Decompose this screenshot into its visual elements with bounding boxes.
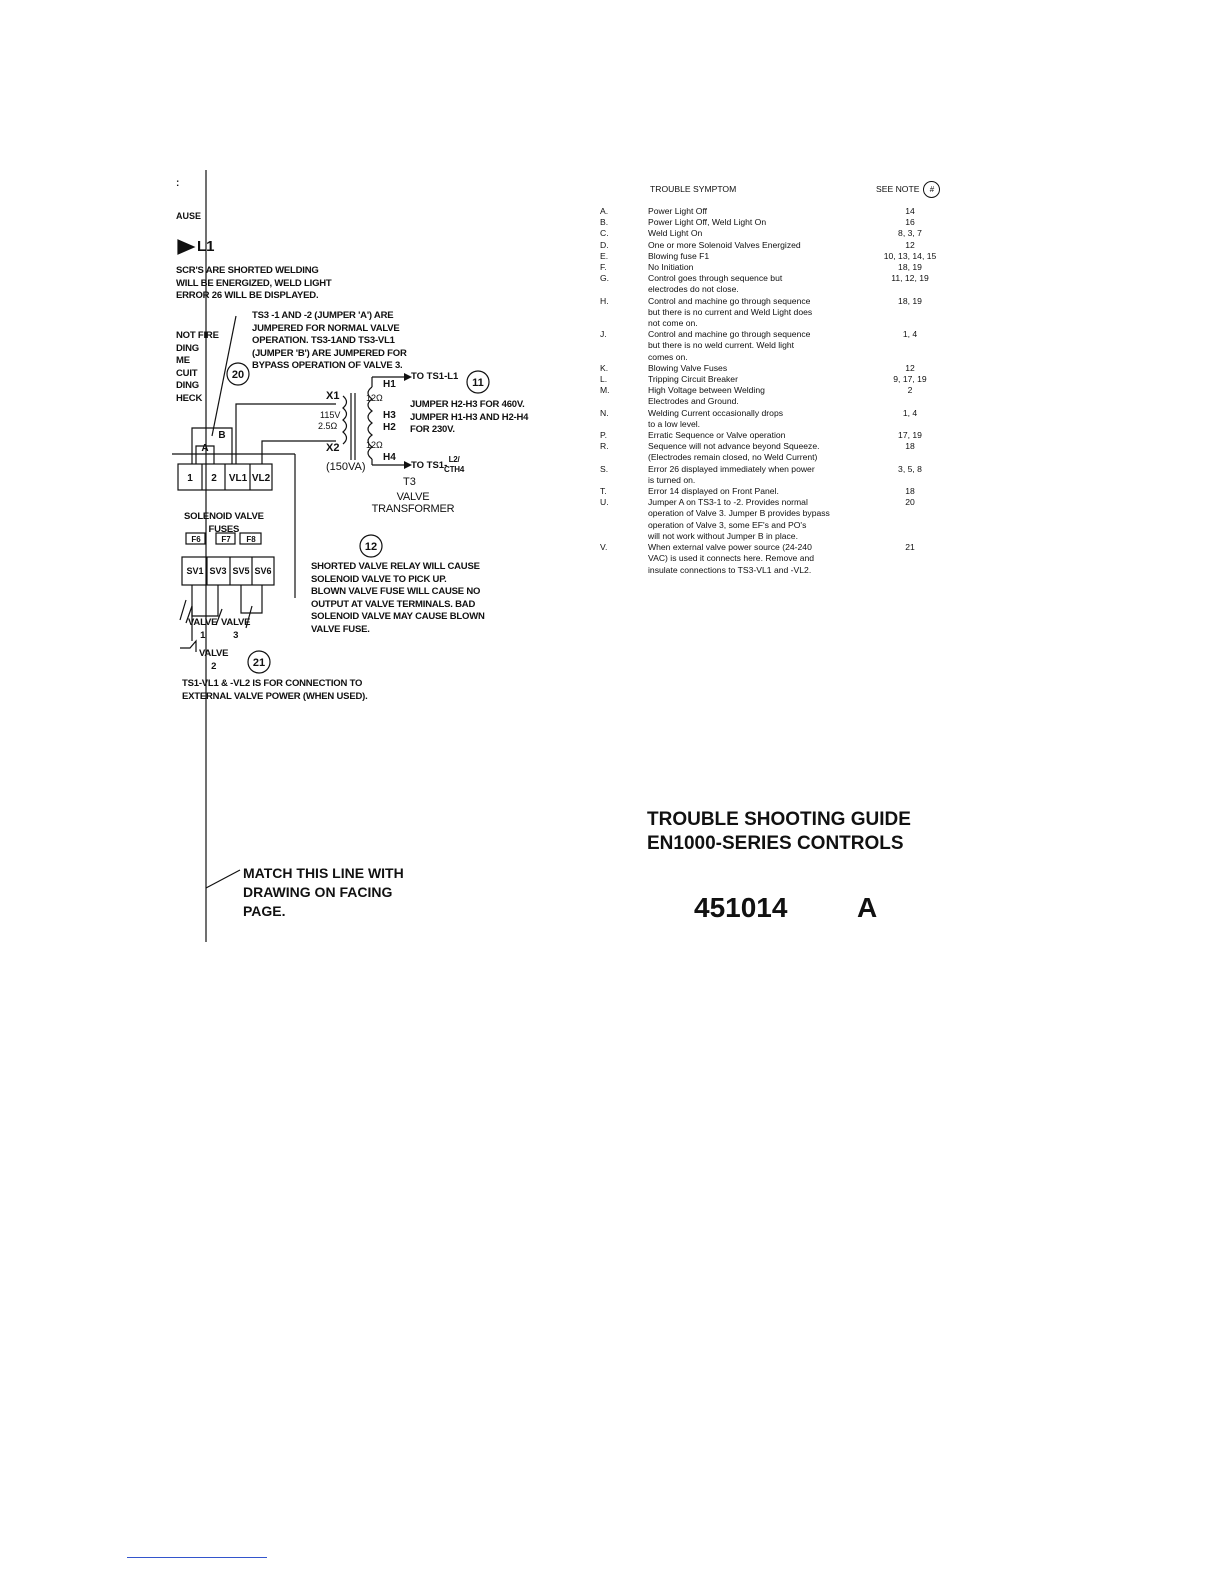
row-notes: 18, 19 xyxy=(898,262,922,273)
row-notes: 17, 19 xyxy=(898,430,922,441)
transformer-desc: VALVE TRANSFORMER xyxy=(371,491,455,515)
transformer-h3: H3 xyxy=(383,410,396,421)
transformer-note: JUMPER H2-H3 FOR 460V. JUMPER H1-H3 AND H2-H4 FOR 230V. xyxy=(410,399,529,435)
match-leader xyxy=(206,870,240,888)
table-row xyxy=(600,374,960,385)
row-notes: 21 xyxy=(905,542,915,553)
row-notes: 8, 3, 7 xyxy=(898,228,922,239)
table-row xyxy=(600,497,960,542)
table-row xyxy=(600,363,960,374)
table-header xyxy=(600,180,960,206)
row-letter: T. xyxy=(600,486,607,497)
row-letter: S. xyxy=(600,463,609,474)
fuse-f6: F6 xyxy=(191,535,201,544)
row-letter: A. xyxy=(600,206,609,216)
note-circle-11-label: 11 xyxy=(472,377,484,389)
row-symptom: When external valve power source (24-240 VAC) is used it connects here. Remove and insulate connections to TS3-VL1 and -VL2. xyxy=(648,542,815,575)
footer-rule xyxy=(127,1557,267,1558)
table-row xyxy=(600,385,960,407)
l1-label: L1 xyxy=(197,238,215,255)
cut-label-1: : xyxy=(176,178,180,189)
row-letter: K. xyxy=(600,362,609,373)
header-note xyxy=(876,181,940,198)
table-row xyxy=(600,262,960,273)
note-circle-12-label: 12 xyxy=(364,541,378,553)
table-row xyxy=(600,329,960,363)
document-revision: A xyxy=(857,892,878,923)
row-letter: E. xyxy=(600,250,609,261)
row-symptom: Blowing fuse F1 xyxy=(648,250,710,261)
row-letter: R. xyxy=(600,441,609,452)
transformer-h4: H4 xyxy=(383,452,396,463)
transformer-x2: X2 xyxy=(326,442,340,454)
row-letter: C. xyxy=(600,228,609,239)
row-symptom: Tripping Circuit Breaker xyxy=(648,374,738,385)
external-power-note: TS1-VL1 & -VL2 IS FOR CONNECTION TO EXTERNAL VALVE POWER (WHEN USED). xyxy=(182,678,368,702)
row-letter: N. xyxy=(600,407,609,418)
row-symptom: Erratic Sequence or Valve operation xyxy=(648,430,786,441)
header-symptom: TROUBLE SYMPTOM xyxy=(650,184,737,194)
table-row xyxy=(600,228,960,239)
row-symptom: Error 14 displayed on Front Panel. xyxy=(648,486,779,497)
row-letter: U. xyxy=(600,497,609,508)
row-letter: B. xyxy=(600,217,609,228)
table-row xyxy=(600,296,960,330)
transformer-rating: (150VA) xyxy=(326,461,366,473)
valve-2-label: VALVE 2 xyxy=(199,648,229,672)
row-notes: 12 xyxy=(905,239,915,250)
row-symptom: High Voltage between Welding Electrodes and Ground. xyxy=(648,385,765,407)
trouble-symptom-table xyxy=(600,180,960,576)
document-title: TROUBLE SHOOTING GUIDE EN1000-SERIES CONTROLS xyxy=(647,809,911,854)
table-row xyxy=(600,542,960,576)
transformer-name: T3 xyxy=(403,476,416,488)
solenoid-sv1: SV1 xyxy=(186,566,204,576)
match-note: MATCH THIS LINE WITH DRAWING ON FACING PAGE. xyxy=(243,865,404,919)
fuse-f8: F8 xyxy=(246,535,256,544)
terminal-1: 1 xyxy=(187,473,193,484)
header-note-text: SEE NOTE xyxy=(876,183,920,194)
fuses-label: SOLENOID VALVE FUSES xyxy=(184,511,264,535)
note-circle-20-label: 20 xyxy=(231,369,245,381)
x2-wire xyxy=(262,441,336,464)
to-ts1-l2: TO TS1- xyxy=(411,460,448,471)
row-notes: 20 xyxy=(905,497,915,508)
terminal-2: 2 xyxy=(211,473,217,484)
row-symptom: Power Light Off, Weld Light On xyxy=(648,217,767,228)
row-notes: 14 xyxy=(905,206,915,216)
row-notes: 12 xyxy=(905,362,915,373)
transformer-h2: H2 xyxy=(383,422,396,433)
row-symptom: Blowing Valve Fuses xyxy=(648,362,728,373)
terminal-vl2: VL2 xyxy=(251,473,271,484)
row-notes: 3, 5, 8 xyxy=(898,463,922,474)
valve-relay-note: SHORTED VALVE RELAY WILL CAUSE SOLENOID VALVE TO PICK UP. BLOWN VALVE FUSE WILL CAUSE NO OUTPUT AT VALVE TERMINALS. BAD SOLENOID VALVE MAY CAUSE BLOWN VALVE FUSE. xyxy=(311,561,485,635)
row-notes: 11, 12, 19 xyxy=(891,273,929,284)
row-symptom: Power Light Off xyxy=(648,206,708,216)
row-symptom: No Initiation xyxy=(648,262,694,273)
row-symptom: Sequence will not advance beyond Squeeze. (Electrodes remain closed, no Weld Current) xyxy=(648,441,820,463)
note-circle-21-label: 21 xyxy=(252,657,266,669)
transformer-resistance: 2.5Ω xyxy=(318,421,338,431)
row-symptom: Control goes through sequence but electrodes do not close. xyxy=(648,273,783,295)
row-letter: P. xyxy=(600,430,608,441)
table-row xyxy=(600,408,960,430)
valve-1-label: VALVE 1 xyxy=(188,617,218,641)
row-notes: 18, 19 xyxy=(898,295,922,306)
row-notes: 16 xyxy=(905,217,915,228)
row-symptom: Jumper A on TS3-1 to -2. Provides normal operation of Valve 3. Jumper B provides bypass operation of Valve 3, some EF's and PO's will not work without Jumper B in place. xyxy=(648,497,830,541)
row-symptom: Welding Current occasionally drops to a low level. xyxy=(648,407,784,429)
note-number-icon: # xyxy=(923,181,940,198)
table-row xyxy=(600,486,960,497)
l2-label: L2/ CTH4 xyxy=(444,455,465,474)
row-notes: 18 xyxy=(905,486,915,497)
table-row xyxy=(600,217,960,228)
transformer-voltage: 115V xyxy=(320,410,341,420)
coil-ohms-bottom: 12Ω xyxy=(366,440,383,450)
solenoid-sv6: SV6 xyxy=(254,566,272,576)
row-notes: 9, 17, 19 xyxy=(893,374,927,385)
row-letter: L. xyxy=(600,374,608,385)
jumper-note: TS3 -1 AND -2 (JUMPER 'A') ARE JUMPERED FOR NORMAL VALVE OPERATION. TS3-1AND TS3-VL1 (JUMPER 'B') ARE JUMPERED FOR BYPASS OPERATION OF VALVE 3. xyxy=(252,310,407,371)
row-letter: M. xyxy=(600,385,610,396)
transformer-x1: X1 xyxy=(326,390,340,402)
solenoid-sv5: SV5 xyxy=(232,566,250,576)
row-notes: 1, 4 xyxy=(902,329,918,340)
solenoid-sv3: SV3 xyxy=(209,566,227,576)
row-symptom: One or more Solenoid Valves Energized xyxy=(648,239,801,250)
terminal-vl1: VL1 xyxy=(228,473,248,484)
table-row xyxy=(600,464,960,486)
row-letter: H. xyxy=(600,295,609,306)
table-row xyxy=(600,240,960,251)
row-notes: 2 xyxy=(907,385,913,396)
table-row xyxy=(600,430,960,441)
jumper-b-label: B xyxy=(218,430,226,441)
row-letter: G. xyxy=(600,273,610,284)
to-ts1-l1: TO TS1-L1 xyxy=(411,371,459,382)
table-row xyxy=(600,441,960,463)
jumper-a-label: A xyxy=(201,443,209,454)
document-number: 451014 xyxy=(694,892,788,923)
secondary-coil xyxy=(343,396,347,444)
row-notes: 10, 13, 14, 15 xyxy=(883,250,937,261)
cut-label-2: AUSE xyxy=(176,211,202,221)
l1-arrow xyxy=(178,240,194,254)
left-cut-note: NOT FIRE DING ME CUIT DING HECK xyxy=(176,330,219,404)
fuse-f7: F7 xyxy=(221,535,231,544)
row-letter: V. xyxy=(600,542,608,553)
valve-3-label: VALVE 3 xyxy=(221,617,251,641)
row-letter: F. xyxy=(600,262,607,273)
row-letter: D. xyxy=(600,239,609,250)
scr-note: SCR'S ARE SHORTED WELDING WILL BE ENERGIZED, WELD LIGHT ERROR 26 WILL BE DISPLAYED. xyxy=(176,265,332,301)
row-symptom: Error 26 displayed immediately when power is turned on. xyxy=(648,463,815,485)
row-symptom: Control and machine go through sequence but there is no current and Weld Light does not come on. xyxy=(648,295,813,329)
row-symptom: Control and machine go through sequence but there is no weld current. Weld light comes on. xyxy=(648,329,811,362)
table-row xyxy=(600,251,960,262)
table-row xyxy=(600,206,960,217)
table-row xyxy=(600,273,960,295)
row-letter: J. xyxy=(600,329,607,340)
table-rows xyxy=(600,206,960,576)
row-notes: 1, 4 xyxy=(902,407,918,418)
transformer-h1: H1 xyxy=(383,379,396,390)
row-symptom: Weld Light On xyxy=(648,228,703,239)
row-notes: 18 xyxy=(905,441,915,452)
coil-ohms-top: 12Ω xyxy=(366,393,383,403)
